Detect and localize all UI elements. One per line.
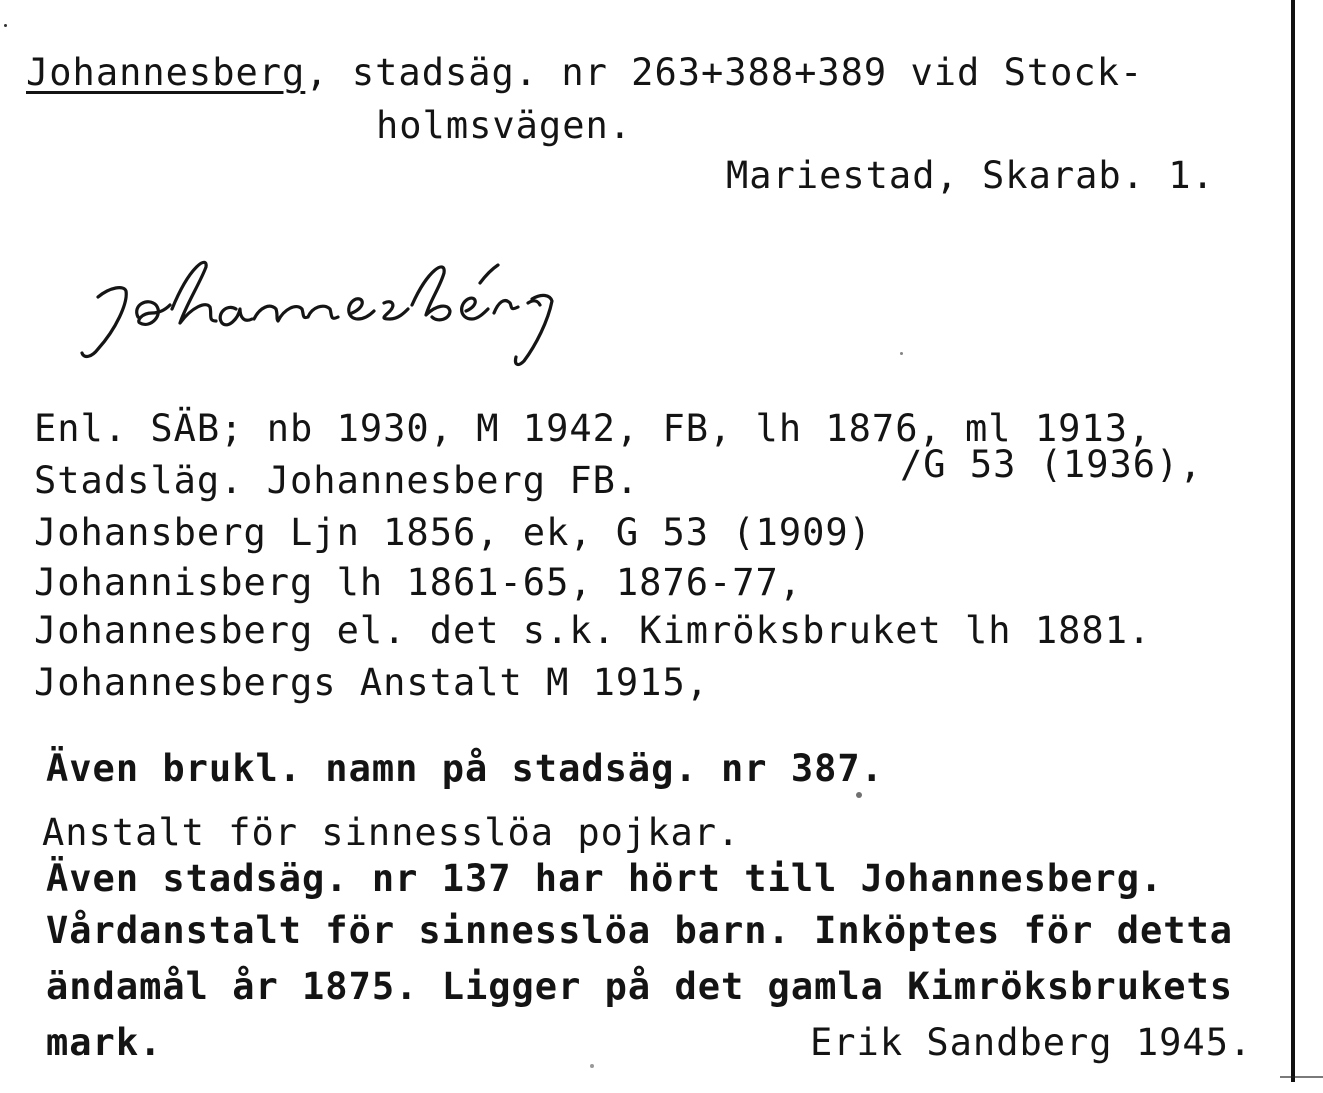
source-line-1: Enl. SÄB; nb 1930, M 1942, FB, lh 1876, ml 1913, (34, 407, 1152, 450)
speck (4, 24, 7, 27)
note-line-2: Anstalt för sinnesslöa pojkar. (42, 811, 741, 854)
source-line-3: Johansberg Ljn 1856, ek, G 53 (1909) (34, 511, 872, 554)
handwritten-name (40, 225, 680, 375)
location: Mariestad, Skarab. 1. (726, 154, 1215, 197)
header-line-1 (26, 52, 1143, 94)
source-line-5: Johannesberg el. det s.k. Kimröksbruket lh 1881. (34, 609, 1152, 652)
speck (590, 1064, 594, 1068)
note-line-6: mark. (46, 1021, 163, 1064)
note-line-5: ändamål år 1875. Ligger på det gamla Kimröksbrukets (46, 965, 1234, 1008)
header-line-2: holmsvägen. (376, 104, 633, 147)
place-name: Johannesberg (26, 51, 306, 94)
source-line-6: Johannesbergs Anstalt M 1915, (34, 661, 710, 704)
header-description: , stadsäg. nr 263+388+389 vid Stock- (305, 51, 1144, 94)
source-line-2-addendum: /G 53 (1936), (900, 443, 1203, 486)
note-line-1: Även brukl. namn på stadsäg. nr 387. (46, 747, 884, 790)
speck (900, 352, 903, 355)
source-line-2: Stadsläg. Johannesberg FB. (34, 459, 640, 502)
note-line-3: Även stadsäg. nr 137 har hört till Johannesberg. (46, 857, 1164, 900)
speck (856, 792, 862, 798)
signature: Erik Sandberg 1945. (810, 1021, 1253, 1064)
source-line-4: Johannisberg lh 1861-65, 1876-77, (34, 561, 803, 604)
card-right-edge (1291, 0, 1295, 1082)
card-bottom-edge (1280, 1076, 1323, 1078)
note-line-4: Vårdanstalt för sinnesslöa barn. Inköptes för detta (46, 909, 1234, 952)
